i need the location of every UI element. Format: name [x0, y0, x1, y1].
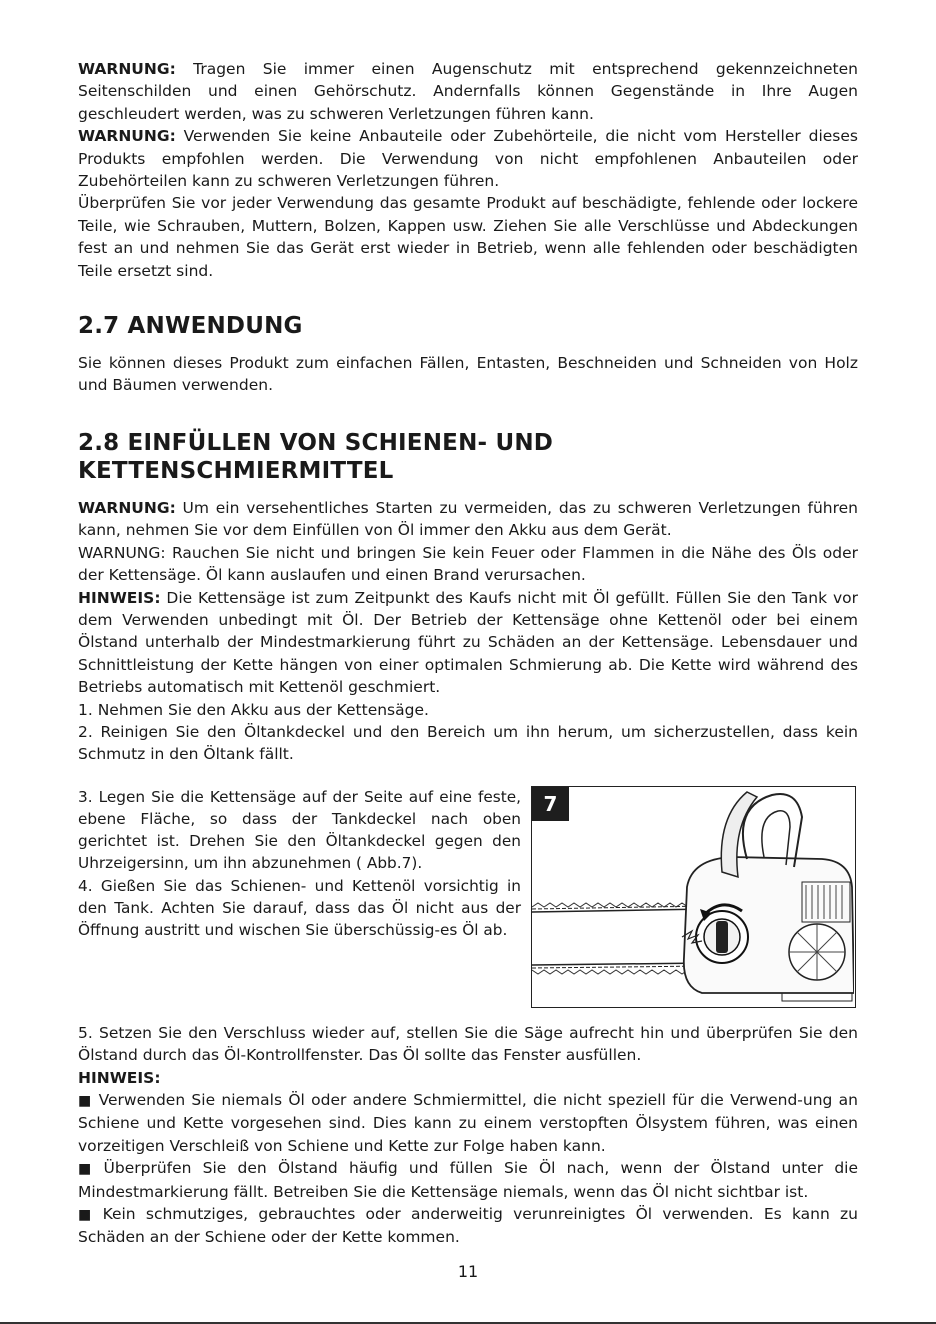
figure-number: 7 — [532, 787, 569, 821]
chainsaw-illustration — [532, 787, 854, 1006]
steps-3-4 — [78, 786, 521, 941]
page-number: 11 — [457, 1262, 479, 1281]
warning-smoking: WARNUNG: Rauchen Sie nicht und bringen Sie kein Feuer oder Flammen in die Nähe des Öls oder der Kettensäge. Öl kann auslaufen und einen Brand verursachen. — [78, 543, 858, 585]
step-1: 1. Nehmen Sie den Akku aus der Kettensäge. — [78, 700, 429, 719]
page-content — [78, 58, 858, 1249]
section-2-8-heading: 2.8 EINFÜLLEN VON SCHIENEN- UND KETTENSCHMIERMITTEL — [78, 429, 554, 484]
steps-with-figure — [78, 786, 858, 1022]
step-5: 5. Setzen Sie den Verschluss wieder auf, stellen Sie die Säge aufrecht hin und überprüfen Sie den Ölstand durch das Öl-Kontrollfenster. Das Öl sollte das Fenster ausfüllen. — [78, 1023, 858, 1065]
step-3: 3. Legen Sie die Kettensäge auf der Seite auf eine feste, ebene Fläche, so dass der Tankdeckel nach oben gerichtet ist. Drehen Sie den Öltankdeckel gegen den Uhrzeigersinn, um ihn abzunehmen ( Abb.7). — [78, 787, 521, 873]
note-bullet-check-level: ■ Überprüfen Sie den Ölstand häufig und füllen Sie Öl nach, wenn der Ölstand unter die Mindestmarkierung fällt. Betreiben Sie die Kettensäge niemals, wenn das Öl nicht sichtbar ist. — [78, 1157, 858, 1203]
note-bullet-dirty-oil: ■ Kein schmutziges, gebrauchtes oder anderweitig verunreinigtes Öl verwenden. Es kann zu Schäden an der Schiene oder der Kette kommen. — [78, 1203, 858, 1249]
warning-eye-protection: WARNUNG: Tragen Sie immer einen Augenschutz mit entsprechend gekennzeichneten Seitenschilden und einen Gehörschutz. Andernfalls können Gegenstände in Ihre Augen geschleudert werden, was zu schweren Verletzungen führen kann. — [78, 60, 858, 123]
section-2-7-text: Sie können dieses Produkt zum einfachen Fällen, Entasten, Beschneiden und Schneiden von Holz und Bäumen verwenden. — [78, 354, 858, 395]
step-4: 4. Gießen Sie das Schienen- und Kettenöl vorsichtig in den Tank. Achten Sie darauf, dass das Öl nicht aus der Öffnung austritt und wischen Sie überschüssig-es Öl ab. — [78, 876, 521, 939]
figure-7-chainsaw-oil-cap — [531, 786, 856, 1008]
warning-accessories: WARNUNG: Verwenden Sie keine Anbauteile oder Zubehörteile, die nicht vom Hersteller dieses Produkts empfohlen werden. Die Verwendung von nicht empfohlenen Anbauteilen oder Zubehörteilen kann zu schweren Verletzungen führen. — [78, 127, 858, 191]
step-2: 2. Reinigen Sie den Öltankdeckel und den Bereich um ihn herum, um sicherzustellen, dass kein Schmutz in den Öltank fällt. — [78, 722, 858, 764]
warning-battery: WARNUNG: Um ein versehentliches Starten zu vermeiden, das zu schweren Verletzungen führen kann, nehmen Sie vor dem Einfüllen von Öl immer den Akku aus dem Gerät. — [78, 498, 858, 540]
section-2-7-heading: 2.7 ANWENDUNG — [78, 313, 303, 340]
note-heading: HINWEIS: — [78, 1068, 161, 1087]
note-bullet-lubricant: ■ Verwenden Sie niemals Öl oder andere Schmiermittel, die nicht speziell für die Verwend-ung an Schiene und Kette vorgesehen sind. Dies kann zu einem verstopften Ölsystem führen, was einen vorzeitigen Verschleiß von Schiene und Kette zur Folge haben kann. — [78, 1089, 858, 1157]
note-oil-not-filled: HINWEIS: Die Kettensäge ist zum Zeitpunkt des Kaufs nicht mit Öl gefüllt. Füllen Sie den Tank vor dem Verwenden unbedingt mit Öl. Der Betrieb der Kettensäge ohne Kettenöl oder bei einem Ölstand unterhalb der Mindestmarkierung führt zu Schäden an der Kettensäge. Lebensdauer und Schnittleistung der Kette hängen von einer optimalen Schmierung ab. Die Kette wird während des Betriebs automatisch mit Kettenöl geschmiert. — [78, 588, 858, 697]
check-parts-text: Überprüfen Sie vor jeder Verwendung das gesamte Produkt auf beschädigte, fehlende oder lockere Teile, wie Schrauben, Muttern, Bolzen, Kappen usw. Ziehen Sie alle Verschlüsse und Abdeckungen fest an und nehmen Sie das Gerät erst wieder in Betrieb, wenn alle fehlenden oder beschädigten Teile ersetzt sind. — [78, 194, 858, 280]
